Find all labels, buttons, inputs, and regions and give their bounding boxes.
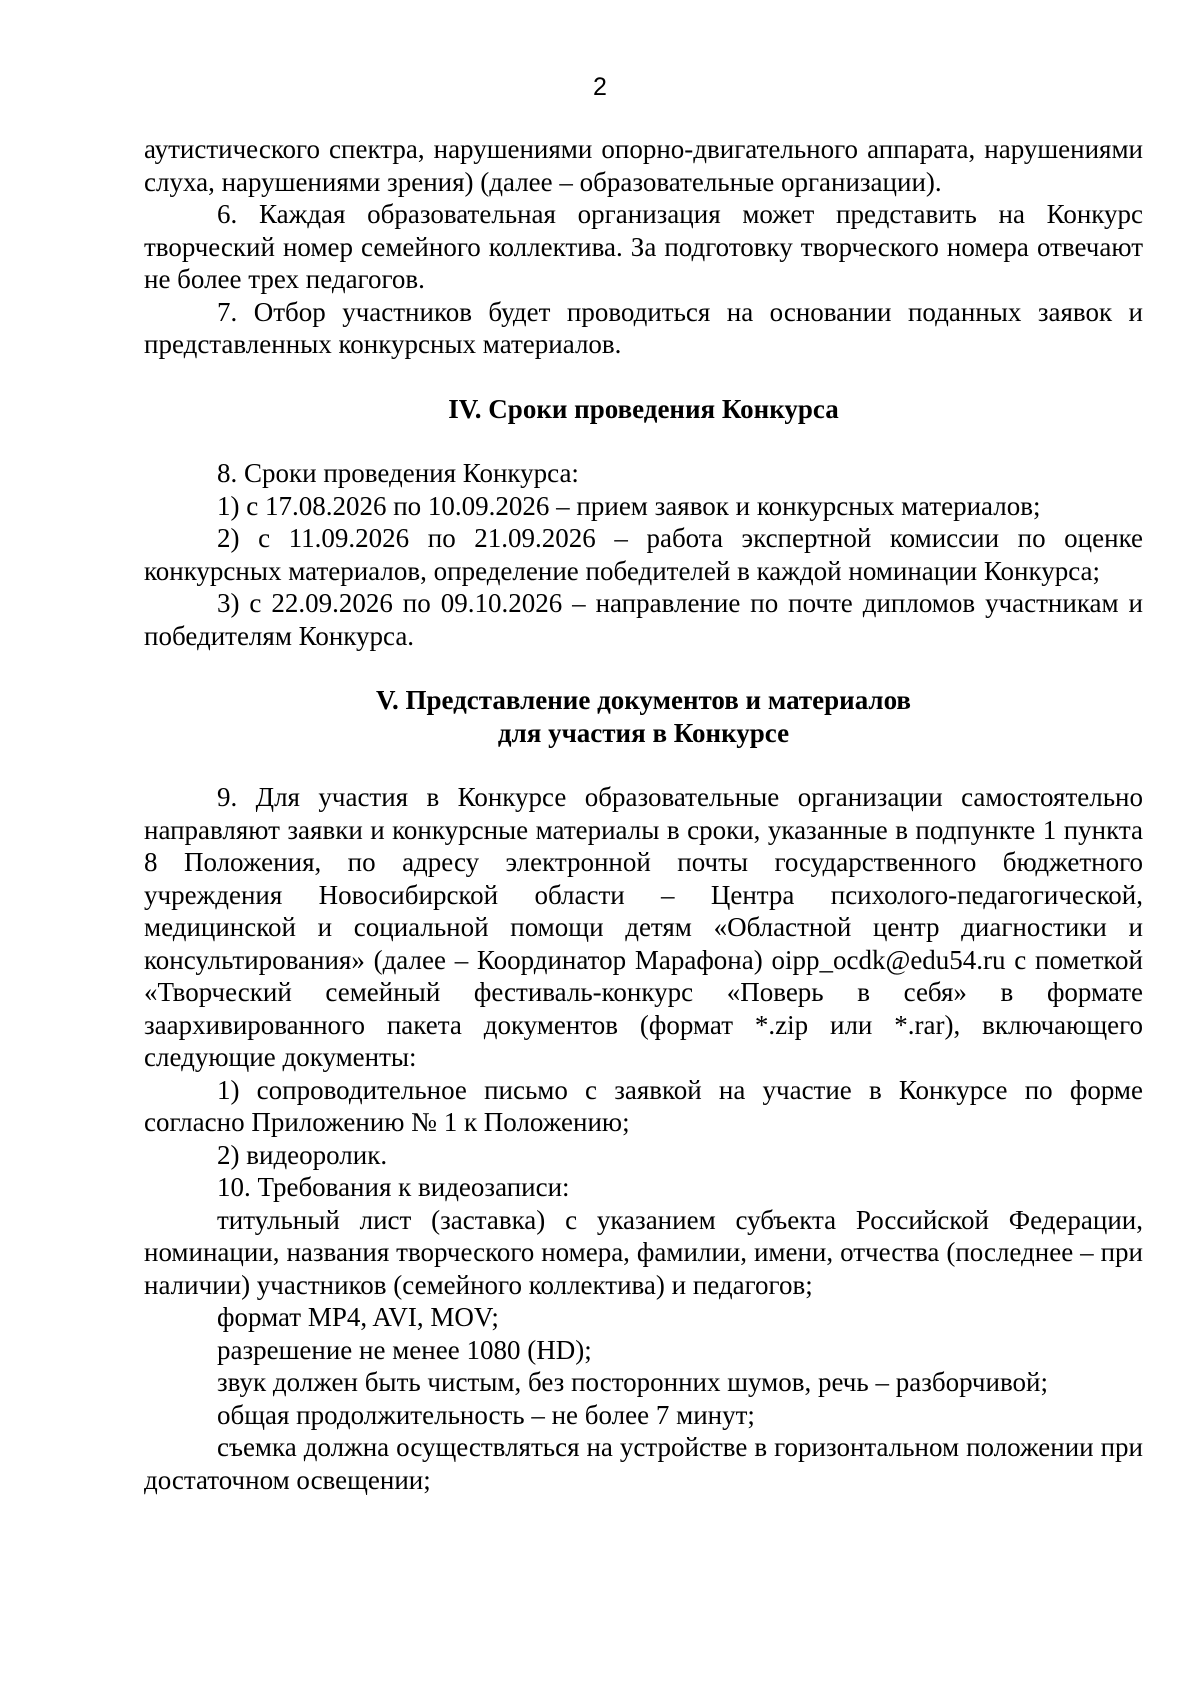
page-number: 2 — [593, 73, 607, 101]
spacer — [144, 652, 1143, 684]
section-heading-iv: IV. Сроки проведения Конкурса — [448, 393, 839, 424]
paragraph-continuation: аутистического спектра, нарушениями опорно-двигательного аппарата, нарушениями слуха, нарушениями зрения) (далее – образовательные организации). — [144, 134, 1143, 197]
requirement-title-screen: титульный лист (заставка) с указанием субъекта Российской Федерации, номинации, названия творческого номера, фамилии, имени, отчества (последнее – при наличии) участников (семейного коллектива) и педагогов; — [144, 1204, 1143, 1300]
requirement-resolution: разрешение не менее 1080 (HD); — [217, 1334, 592, 1365]
list-item-8-3: 3) с 22.09.2026 по 09.10.2026 – направление по почте дипломов участникам и победителям Конкурса. — [144, 588, 1143, 651]
requirement-duration: общая продолжительность – не более 7 минут; — [217, 1399, 755, 1430]
list-item-9-1: 1) сопроводительное письмо с заявкой на участие в Конкурсе по форме согласно Приложению № 1 к Положению; — [144, 1074, 1143, 1137]
paragraph-10: 10. Требования к видеозаписи: — [217, 1172, 570, 1202]
document-body — [144, 133, 1143, 1496]
requirement-filming: съемка должна осуществляться на устройстве в горизонтальном положении при достаточном освещении; — [144, 1432, 1143, 1495]
spacer — [144, 361, 1143, 393]
list-item-8-2: 2) с 11.09.2026 по 21.09.2026 – работа экспертной комиссии по оценке конкурсных материалов, определение победителей в каждой номинации Конкурса; — [144, 523, 1143, 586]
section-heading-v-line1: V. Представление документов и материалов — [375, 685, 911, 715]
paragraph-9: 9. Для участия в Конкурсе образовательные организации самостоятельно направляют заявки и конкурсные материалы в сроки, указанные в подпункте 1 пункта 8 Положения, по адресу электронной почты государственного бюджетного учреждения Новосибирской области – Центра психолого-педагогической, медицинской и социальной помощи детям «Областной центр диагностики и консультирования» (далее – Координатор Марафона) oipp_ocdk@edu54.ru с пометкой «Творческий семейный фестиваль-конкурс «Поверь в себя» в формате заархивированного пакета документов (формат *.zip или *.rar), включающего следующие документы: — [144, 782, 1143, 1072]
spacer — [144, 749, 1143, 781]
paragraph-7: 7. Отбор участников будет проводиться на основании поданных заявок и представленных конкурсных материалов. — [144, 296, 1143, 359]
list-item-8-1: 1) с 17.08.2026 по 10.09.2026 – прием заявок и конкурсных материалов; — [217, 490, 1041, 521]
requirement-sound: звук должен быть чистым, без посторонних шумов, речь – разборчивой; — [217, 1367, 1048, 1397]
section-heading-v-line2: для участия в Конкурсе — [497, 717, 790, 748]
requirement-format: формат MP4, AVI, MOV; — [217, 1302, 499, 1332]
paragraph-8: 8. Сроки проведения Конкурса: — [217, 458, 579, 488]
spacer — [144, 425, 1143, 457]
list-item-9-2: 2) видеоролик. — [217, 1139, 388, 1170]
paragraph-6: 6. Каждая образовательная организация может представить на Конкурс творческий номер семейного коллектива. За подготовку творческого номера отвечают не более трех педагогов. — [144, 199, 1143, 294]
